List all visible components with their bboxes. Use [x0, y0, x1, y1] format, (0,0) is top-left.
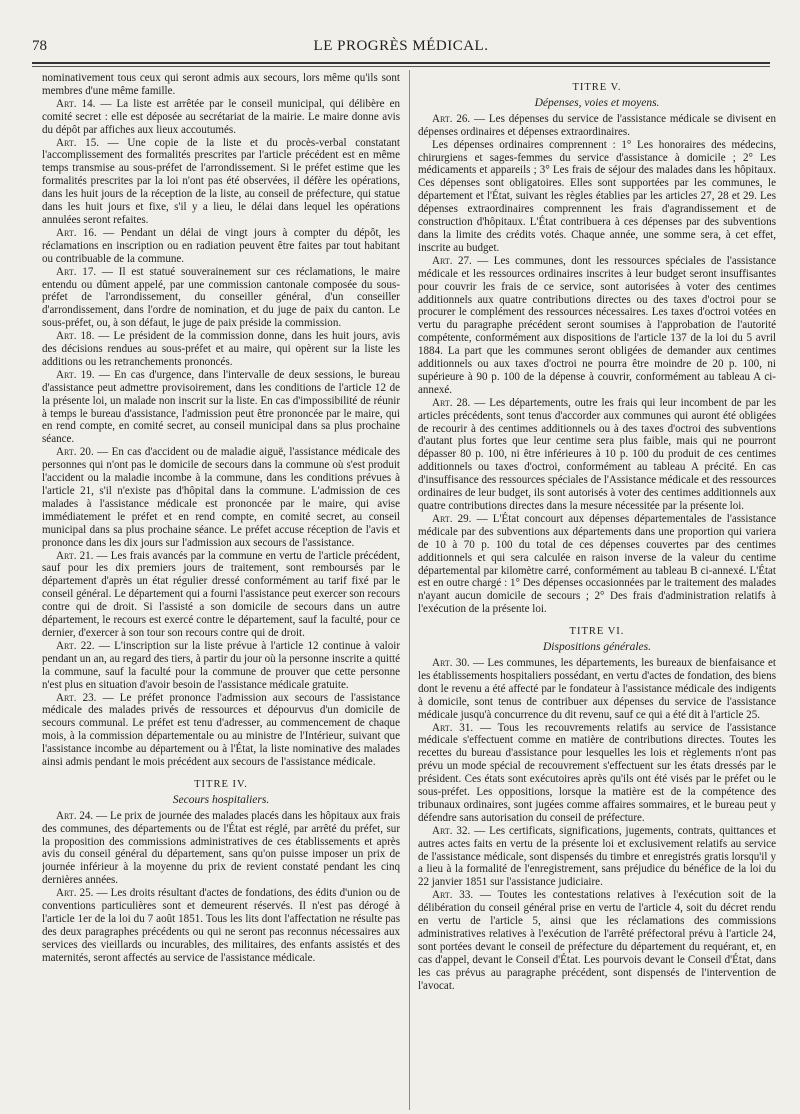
article-paragraph — [418, 889, 776, 992]
article-label: Art. 29. — [432, 512, 472, 525]
article-text: — Les communes, dont les ressources spéciales de l'assistance médicale et les ressources ordinaires inscrites à leur budget seront insuffisantes pour couvrir les frais de ce service, sont autorisées à voter des centimes additionnels aux quatre contributions directes ou des taxes d'octroi pour se procurer le complément des ressources nécessaires. Les taxes d'octroi votées en vertu du paragraphe précédent seront soumises à l'approbation de l'autorité compétente, conformément aux dispositions de l'article 137 de la loi du 5 avril 1884. La part que les communes seront obligées de demander aux centimes additionnels ou aux taxes d'octroi ne pourra être moindre de 20 p. 100, ni supérieure à 90 p. 100 de la dépense à couvrir, conformément au tableau A ci-annexé. — [418, 254, 776, 396]
journal-title: LE PROGRÈS MÉDICAL. — [313, 38, 489, 54]
article-paragraph — [42, 887, 400, 964]
article-paragraph — [418, 397, 776, 513]
article-paragraph — [418, 255, 776, 397]
article-label: Art. 33. — [432, 889, 474, 902]
article-text: — Les communes, les départements, les bureaux de bienfaisance et les établissements hospitaliers possédant, en vertu d'actes de fondation, des biens dont le revenu a été affecté par le fondateur à l'assistance médicale des indigents à domicile, sont tenus de contribuer aux dépenses du service de l'assistance médicale jusqu'à concurrence du dit revenu, sauf ce qui a été dit à l'article 25. — [418, 656, 776, 721]
article-text: — La liste est arrêtée par le conseil municipal, qui délibère en comité secret : elle est déposée au secrétariat de la mairie. Le maire donne avis du dépôt par affiches aux lieux accoutumés. — [42, 97, 400, 136]
article-text: nominativement tous ceux qui seront admis aux secours, lors même qu'ils sont membres d'une même famille. — [42, 72, 400, 97]
article-paragraph — [42, 810, 400, 887]
article-text: — L'État concourt aux dépenses départementales de l'assistance médicale par des subventions aux départements dans une proportion qui variera de 10 à 70 p. 100 du total de ces dépenses couvertes par des centimes additionnels et qui sera calculée en raison inverse de la valeur du centime départemental par kilomètre carré, conformément au tableau B ci-annexé. L'État est en outre chargé : 1° Des dépenses occasionnées par le traitement des malades n'ayant aucun domicile de secours ; 2° Des frais d'administration relatifs à l'exécution de la présente loi. — [418, 512, 776, 616]
article-text: — Les dépenses du service de l'assistance médicale se divisent en dépenses ordinaires et dépenses extraordinaires. — [418, 112, 776, 138]
article-label: Art. 17. — [56, 265, 97, 278]
article-text: — Pendant un délai de vingt jours à compter du dépôt, les réclamations en inscription ou en radiation peuvent être faites par tout habitant ou contribuable de la commune. — [42, 226, 400, 265]
article-text: — Les certificats, significations, jugements, contrats, quittances et autres actes faits en vertu de la présente loi et exclusivement relatifs au service de l'assistance médicale, sont dispensés du timbre et enregistrés gratis lorsqu'il y a lieu à la formalité de l'enregistrement, sans préjudice du bénéfice de la loi du 22 janvier 1851 sur l'assistance judiciaire. — [418, 824, 776, 889]
article-paragraph — [42, 446, 400, 549]
article-label: Art. 15. — [56, 136, 99, 149]
right-column — [418, 72, 776, 1108]
article-paragraph — [418, 513, 776, 616]
article-text: — Toutes les contestations relatives à l'exécution soit de la délibération du conseil général prise en vertu de l'article 4, soit du décret rendu en vertu de l'article 5, ainsi que les réclamations des commissions administratives relatives à l'exécution de l'arrêté préfectoral prévu à l'article 24, sont portées devant le conseil de préfecture du département du requérant, et, en cas d'appel, devant le Conseil d'État. Les pourvois devant le Conseil d'État, dans les cas prévus au paragraphe précédent, sont dispensés de l'intervention de l'avocat. — [418, 889, 776, 992]
section-title: TITRE V. — [572, 82, 622, 93]
article-text: — Le président de la commission donne, dans les huit jours, avis des décisions rendues au sous-préfet et au maire, qui opèrent sur la liste les additions ou les retranchements prononcés. — [42, 330, 400, 368]
article-label: Art. 23. — [56, 691, 97, 704]
article-paragraph — [42, 98, 400, 137]
article-text: — Il est statué souverainement sur ces réclamations, le maire entendu ou dûment appelé, par une commission cantonale composée du sous-préfet de l'arrondissement, du conseiller général, d'un conseiller d'arrondissement, dans l'ordre de nomination, et du juge de paix du canton. Le sous-préfet, ou, à son défaut, le juge de paix préside la commission. — [42, 265, 400, 330]
article-text: Les dépenses ordinaires comprennent : 1° Les honoraires des médecins, chirurgiens et sages-femmes du service d'assistance à domicile ; 2° Les médicaments et appareils ; 3° Les frais de séjour des malades dans les hôpitaux. Ces dépenses sont obligatoires. Elles sont supportées par les communes, le département et l'État, suivant les règles établies par les articles 27, 28 et 29. Les dépenses extraordinaires comprennent les frais d'agrandissement et de construction d'hôpitaux. L'État contribuera à ces dépenses par des subventions dans la limite des crédits votés. Chaque année, une somme sera, à cet effet, inscrite au budget. — [418, 138, 776, 254]
article-text: — Les frais avancés par la commune en vertu de l'article précédent, sauf pour les dix premiers jours de traitement, sont remboursés par le département d'après un état régulier dressé conformément au tarif fixé par le conseil général. Le département qui a fourni l'assistance peut exercer son recours contre qui de droit. Si l'assisté a son domicile de secours dans un autre département, le recours est exercé contre le département, sauf la faculté, pour ce dernier, d'exercer à son tour son recours contre qui de droit. — [42, 549, 400, 639]
section-title: TITRE VI. — [569, 626, 625, 638]
article-paragraph — [418, 139, 776, 255]
article-label: Art. 21. — [56, 549, 94, 562]
article-paragraph — [42, 640, 400, 692]
article-text: — En cas d'accident ou de maladie aiguë, l'assistance médicale des personnes qui n'ont pas le domicile de secours dans la commune où s'est produit l'accident ou la maladie incombe à la commune, dans les conditions prévues à l'article 21, s'il n'existe pas d'hôpital dans la commune. L'admission de ces malades à l'assistance médicale est prononcée par le maire, qui avise immédiatement le préfet et en rend compte, en comité secret, au conseil municipal dans sa plus prochaine séance. Le préfet accuse réception de l'avis et prononce dans les dix jours sur l'admission aux secours de l'assistance. — [42, 446, 400, 549]
article-paragraph — [42, 330, 400, 369]
header-rule-thin — [32, 66, 770, 67]
left-column — [42, 72, 400, 1108]
article-text: — Une copie de la liste et du procès-verbal constatant l'accomplissement des formalités prescrites par l'article précédent est en même temps transmise au sous-préfet de l'arrondissement. Si le préfet estime que les formalités prescrites par la loi n'ont pas été observées, il défère les opérations, dans les huit jours de la réception de la liste, au conseil de préfecture, qui statue dans les huit jours et fixe, s'il y a lieu, le délai dans lequel les opérations annulées seront refaites. — [42, 136, 400, 226]
article-text: — Les départements, outre les frais qui leur incombent de par les articles précédents, sont tenus d'accorder aux communes qui auront été obligées de recourir à des centimes additionnels ou à des taxes d'octroi des subventions d'autant plus fortes que leur centime sera plus faible, mais qui ne pourront dépasser 80 p. 100, ni être inférieures à 10 p. 100 du produit de ces centimes additionnels ou taxes d'octroi, conformément au tableau A précité. En cas d'insuffisance des ressources spéciales de l'Assistance médicale et des ressources ordinaires de leur budget, ils sont autorisés à voter des centimes additionnels aux quatre contributions directes dans la mesure nécessitée par la présente loi. — [418, 396, 776, 512]
article-paragraph — [42, 72, 400, 98]
article-label: Art. 26. — [432, 112, 471, 125]
article-text: — Tous les recouvrements relatifs au service de l'assistance médicale s'effectuent comme en matière de contributions directes. Toutes les recettes du bureau d'assistance pour lesquelles les lois et règlements n'ont pas prévu un mode spécial de recouvrement s'effectuent sur les états dressés par le président. Ces états sont exécutoires après qu'ils ont été visés par le préfet ou le sous-préfet. Les oppositions, lorsque la matière est de la compétence des tribunaux ordinaires, sont jugées comme affaires sommaires, et le bureau peut y défendre sans autorisation du conseil de préfecture. — [418, 721, 776, 824]
article-paragraph — [42, 227, 400, 266]
article-text: — Le prix de journée des malades placés dans les hôpitaux aux frais des communes, des départements ou de l'État est réglé, par arrêté du préfet, sur la proposition des commissions administratives de ces établissements et après avis du conseil général du département, sans qu'on puisse imposer un prix de journée inférieur à la moyenne du prix de revient constaté pendant les cinq dernières années. — [42, 809, 400, 887]
article-paragraph — [42, 550, 400, 640]
article-paragraph — [418, 657, 776, 722]
section-title: TITRE IV. — [194, 778, 248, 790]
page-number: 78 — [32, 38, 47, 54]
section-subtitle: Dispositions générales. — [543, 641, 651, 654]
article-label: Art. 18. — [56, 330, 95, 343]
section-subtitle: Secours hospitaliers. — [172, 793, 270, 806]
article-paragraph — [42, 369, 400, 446]
header-rule — [32, 62, 770, 64]
article-label: Art. 31. — [432, 721, 474, 734]
article-paragraph — [42, 692, 400, 769]
page-header — [32, 38, 770, 60]
article-label: Art. 16. — [56, 226, 97, 239]
article-paragraph — [418, 825, 776, 890]
article-paragraph — [418, 113, 776, 139]
article-label: Art. 14. — [56, 97, 96, 110]
section-subtitle: Dépenses, voies et moyens. — [534, 96, 660, 109]
article-label: Art. 19. — [56, 368, 95, 381]
article-paragraph — [42, 266, 400, 331]
column-divider — [409, 70, 410, 1110]
article-label: Art. 20. — [56, 446, 94, 459]
article-text: — Les droits résultant d'actes de fondations, des édits d'union ou de conventions particulières sont et demeurent réservés. Il n'est pas dérogé à l'article 1er de la loi du 7 août 1851. Tous les lits dont l'affectation ne résulte pas des deux paragraphes précédents ou qui ne seront pas reconnus nécessaires aux services des vieillards ou incurables, des militaires, des enfants assistés et des maternités, seront affectés au service de l'assistance médicale. — [42, 887, 400, 964]
article-label: Art. 32. — [432, 824, 471, 837]
article-label: Art. 24. — [56, 809, 94, 822]
article-label: Art. 22. — [56, 639, 95, 652]
article-label: Art. 27. — [432, 254, 472, 267]
article-label: Art. 25. — [56, 887, 94, 900]
article-paragraph — [418, 722, 776, 825]
article-label: Art. 30. — [432, 656, 470, 669]
article-text: — En cas d'urgence, dans l'intervalle de deux sessions, le bureau d'assistance peut admettre provisoirement, dans les conditions de l'article 12 de la présente loi, un malade non inscrit sur la liste. En cas d'impossibilité de réunir à temps le bureau d'assistance, l'admission peut être prononcée par le maire, qui en rend compte, en comité secret, au conseil municipal dans sa plus prochaine séance. — [42, 368, 400, 446]
article-text: — Le préfet prononce l'admission aux secours de l'assistance médicale des malades privés de ressources et dépourvus d'un domicile de secours communal. Le préfet est tenu d'adresser, au commencement de chaque mois, à la commission départementale ou au ministre de l'Intérieur, suivant que l'assistance incombe au département ou à l'État, la liste nominative des malades ainsi admis pendant le mois précédent aux secours de l'assistance médicale. — [42, 691, 400, 769]
article-label: Art. 28. — [432, 396, 471, 409]
article-text: — L'inscription sur la liste prévue à l'article 12 continue à valoir pendant un an, au regard des tiers, à partir du jour où la personne inscrite a quitté la commune, sauf la faculté pour la commune de prouver que cette personne n'est plus en situation d'avoir besoin de l'assistance médicale gratuite. — [42, 639, 400, 691]
article-paragraph — [42, 137, 400, 227]
